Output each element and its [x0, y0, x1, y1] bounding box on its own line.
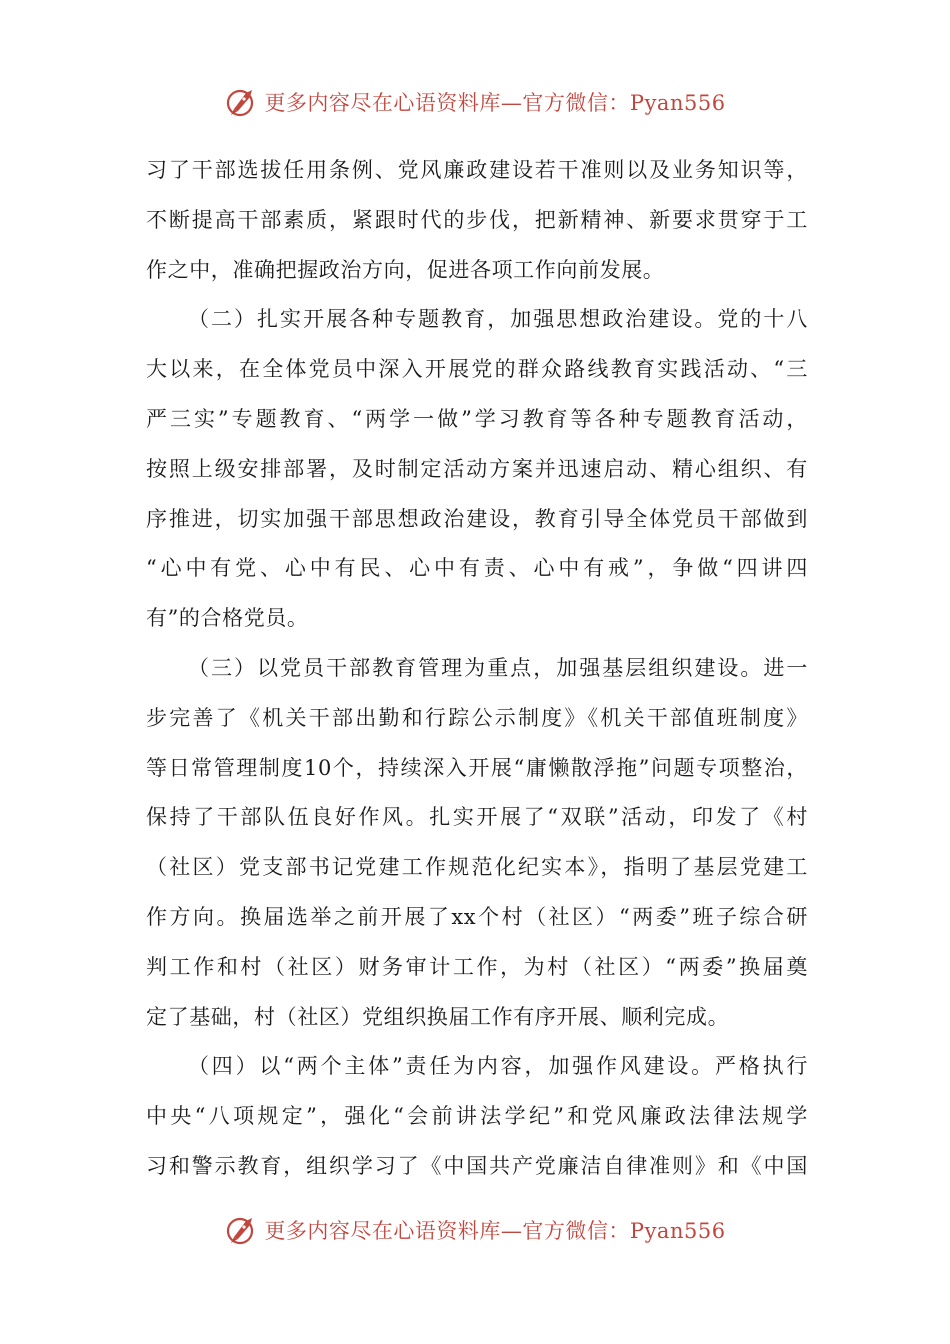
text-line: （二）扎实开展各种专题教育，加强思想政治建设。党的十八	[188, 307, 808, 332]
banner-text: 更多内容尽在心语资料库—官方微信：Pyan556	[264, 91, 726, 115]
text-line: 不断提高干部素质，紧跟时代的步伐，把新精神、新要求贯穿于工	[146, 207, 808, 232]
text-line: 步完善了《机关干部出勤和行踪公示制度》《机关干部值班制度》	[146, 705, 808, 730]
text-line: 严三实”专题教育、“两学一做”学习教育等各种专题教育活动，	[146, 406, 808, 431]
banner-text: 更多内容尽在心语资料库—官方微信：Pyan556	[264, 1219, 726, 1243]
pen-nib-logo-icon	[224, 84, 260, 120]
text-line: 作方向。换届选举之前开展了xx个村（社区）“两委”班子综合研	[146, 904, 808, 929]
text-line: 序推进，切实加强干部思想政治建设，教育引导全体党员干部做到	[146, 506, 808, 531]
text-line: 习了干部选拔任用条例、党风廉政建设若干准则以及业务知识等，	[146, 158, 808, 182]
header-banner	[0, 82, 950, 122]
text-line: 等日常管理制度10个，持续深入开展“庸懒散浮拖”问题专项整治，	[146, 755, 808, 780]
text-line: 有”的合格党员。	[146, 606, 309, 631]
text-line: 作之中，准确把握政治方向，促进各项工作向前发展。	[146, 257, 665, 282]
text-line: “心中有党、心中有民、心中有责、心中有戒”，争做“四讲四	[146, 556, 808, 581]
text-line: （四）以“两个主体”责任为内容，加强作风建设。严格执行	[188, 1054, 808, 1079]
text-line: 中央“八项规定”，强化“会前讲法学纪”和党风廉政法律法规学	[146, 1104, 808, 1129]
text-line: 按照上级安排部署，及时制定活动方案并迅速启动、精心组织、有	[146, 456, 808, 481]
text-line: 判工作和村（社区）财务审计工作，为村（社区）“两委”换届奠	[146, 954, 808, 979]
text-line: 保持了干部队伍良好作风。扎实开展了“双联”活动，印发了《村	[146, 805, 808, 830]
text-line: 大以来，在全体党员中深入开展党的群众路线教育实践活动、“三	[146, 357, 808, 382]
text-line: 定了基础，村（社区）党组织换届工作有序开展、顺利完成。	[146, 1004, 730, 1029]
text-line: （三）以党员干部教育管理为重点，加强基层组织建设。进一	[188, 655, 808, 680]
text-line: 习和警示教育，组织学习了《中国共产党廉洁自律准则》和《中国	[146, 1153, 808, 1178]
text-line: （社区）党支部书记党建工作规范化纪实本》，指明了基层党建工	[146, 855, 808, 880]
document-body	[146, 146, 808, 1192]
pen-nib-logo-icon	[224, 1212, 260, 1248]
footer-banner	[0, 1210, 950, 1250]
